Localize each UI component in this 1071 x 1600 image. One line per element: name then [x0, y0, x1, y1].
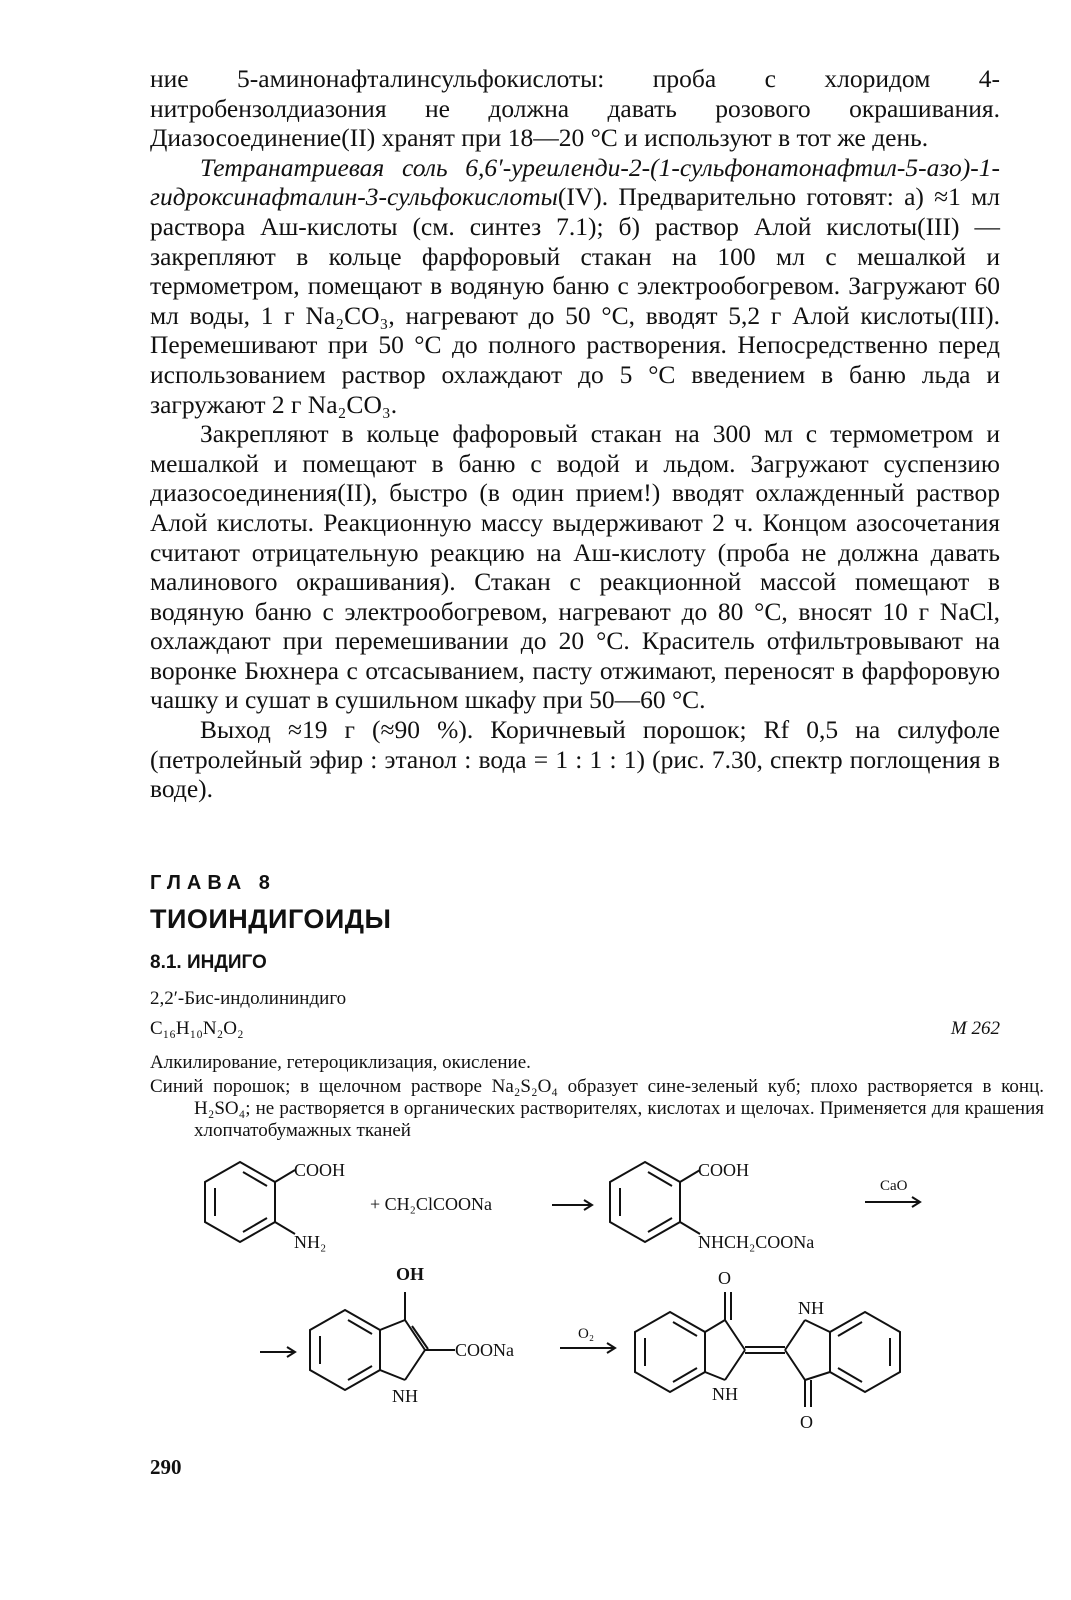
paragraph-3: Закрепляют в кольце фафоровый стакан на 300 мл с термометром и мешалкой и помещают в баню с водой и льдом. Загружают суспензию диазосоединения(II), быстро (в один прием!) вводят охлажденный раствор Алой кислоты. Реакционную массу выдерживают 2 ч. Концом азосочетания считают отрицательную реакцию на Аш-кислоту (проба не должна давать малинового окрашивания). Стакан с реакционной массой помещают в водяную баню с электрообогревом, нагревают до 80 °С, вносят 10 г NaCl, охлаждают при перемешивании до 20 °С. Краситель отфильтровывают на воронке Бюхнера с отсасыванием, пасту отжимают, переносят в фарфоровую чашку и сушат в сушильном шкафу при 50—60 °С. — [150, 419, 1000, 715]
nh-label-3: NH — [712, 1384, 738, 1404]
arrow-2 — [865, 1197, 920, 1207]
nh-label-1: NH — [392, 1386, 418, 1406]
paragraph-2 — [150, 153, 1000, 419]
indoxyl-carboxylate-structure — [310, 1264, 514, 1406]
nh-label-2: NH — [798, 1298, 824, 1318]
o2-label: O₂ — [578, 1326, 595, 1342]
nh2-label: NH₂ — [294, 1232, 327, 1252]
indigo-structure — [635, 1268, 900, 1432]
coona-label: COONa — [455, 1340, 514, 1360]
compound-subtitle: 2,2′-Бис-индолининдиго — [150, 988, 347, 1009]
paragraph-4: Выход ≈19 г (≈90 %). Коричневый порошок; Rf 0,5 на силуфоле (петролейный эфир : этанол : вода = 1 : 1 : 1) (рис. 7.30, спектр поглощения в воде). — [150, 715, 1000, 804]
nhch2coona-label: NHCH₂COONa — [698, 1232, 815, 1252]
page-number: 290 — [150, 1455, 182, 1479]
section-title: 8.1. ИНДИГО — [150, 952, 267, 973]
cooh-label-2: COOH — [698, 1160, 750, 1180]
body-text — [150, 64, 1000, 804]
paragraph-2-text: (IV). Предварительно готовят: а) ≈1 мл раствора Аш-кислоты (см. синтез 7.1); б) раствор Алой кислоты(III) — закрепляют в кольце фарфоровый стакан на 100 мл с мешалкой и термометром, помещают в водяную баню с электрообогревом. Загружают 60 мл воды, 1 г Na₂CO₃, нагревают до 50 °С, вводят 5,2 г Алой кислоты(III). Перемешивают при 50 °С до полного растворения. Непосредственно перед использованием раствор охлаждают до 5 °С введением в баню льда и загружают 2 г Na₂CO₃. — [150, 182, 1000, 419]
compound-name: Тетранатриевая соль 6,6′-уреиленди-2-(1-сульфонатонафтил-5-азо)-1-гидроксинафталин-3-сульфокислоты — [150, 152, 1000, 212]
molecular-formula: C₁₆H₁₀N₂O₂ — [150, 1018, 244, 1039]
o-top-label: O — [718, 1268, 731, 1288]
molar-mass: М 262 — [950, 1018, 1000, 1039]
arrow-1 — [552, 1200, 592, 1210]
compound-description: Синий порошок; в щелочном растворе Na₂S₂O₄ образует сине-зеленый куб; плохо растворяется в конц. H₂SO₄; не растворяется в органических растворителях, кислотах и щелочах. Применяется для крашения хлопчатобумажных тканей — [150, 1076, 1044, 1141]
synthesis-methods: Алкилирование, гетероциклизация, окисление. — [150, 1052, 531, 1073]
anthranilic-acid-structure — [205, 1160, 345, 1252]
paragraph-1: ние 5-аминонафталинсульфокислоты: проба с хлоридом 4-нитробензолдиазония не должна давать розового окрашивания. Диазосоединение(II) хранят при 18—20 °С и используют в тот же день. — [150, 64, 1000, 153]
reaction-scheme — [200, 1152, 1020, 1442]
chapter-label: ГЛАВА 8 — [150, 872, 276, 894]
arrow-3 — [260, 1347, 295, 1357]
oh-label: OH — [396, 1264, 425, 1284]
cao-label: CaO — [880, 1178, 908, 1194]
reagent-label: + CH₂ClCOONa — [370, 1194, 492, 1214]
cooh-label-1: COOH — [294, 1160, 346, 1180]
chapter-title: ТИОИНДИГОИДЫ — [150, 904, 392, 934]
arrow-4 — [560, 1343, 615, 1353]
o-bottom-label: O — [800, 1412, 813, 1432]
intermediate-structure — [610, 1160, 814, 1252]
